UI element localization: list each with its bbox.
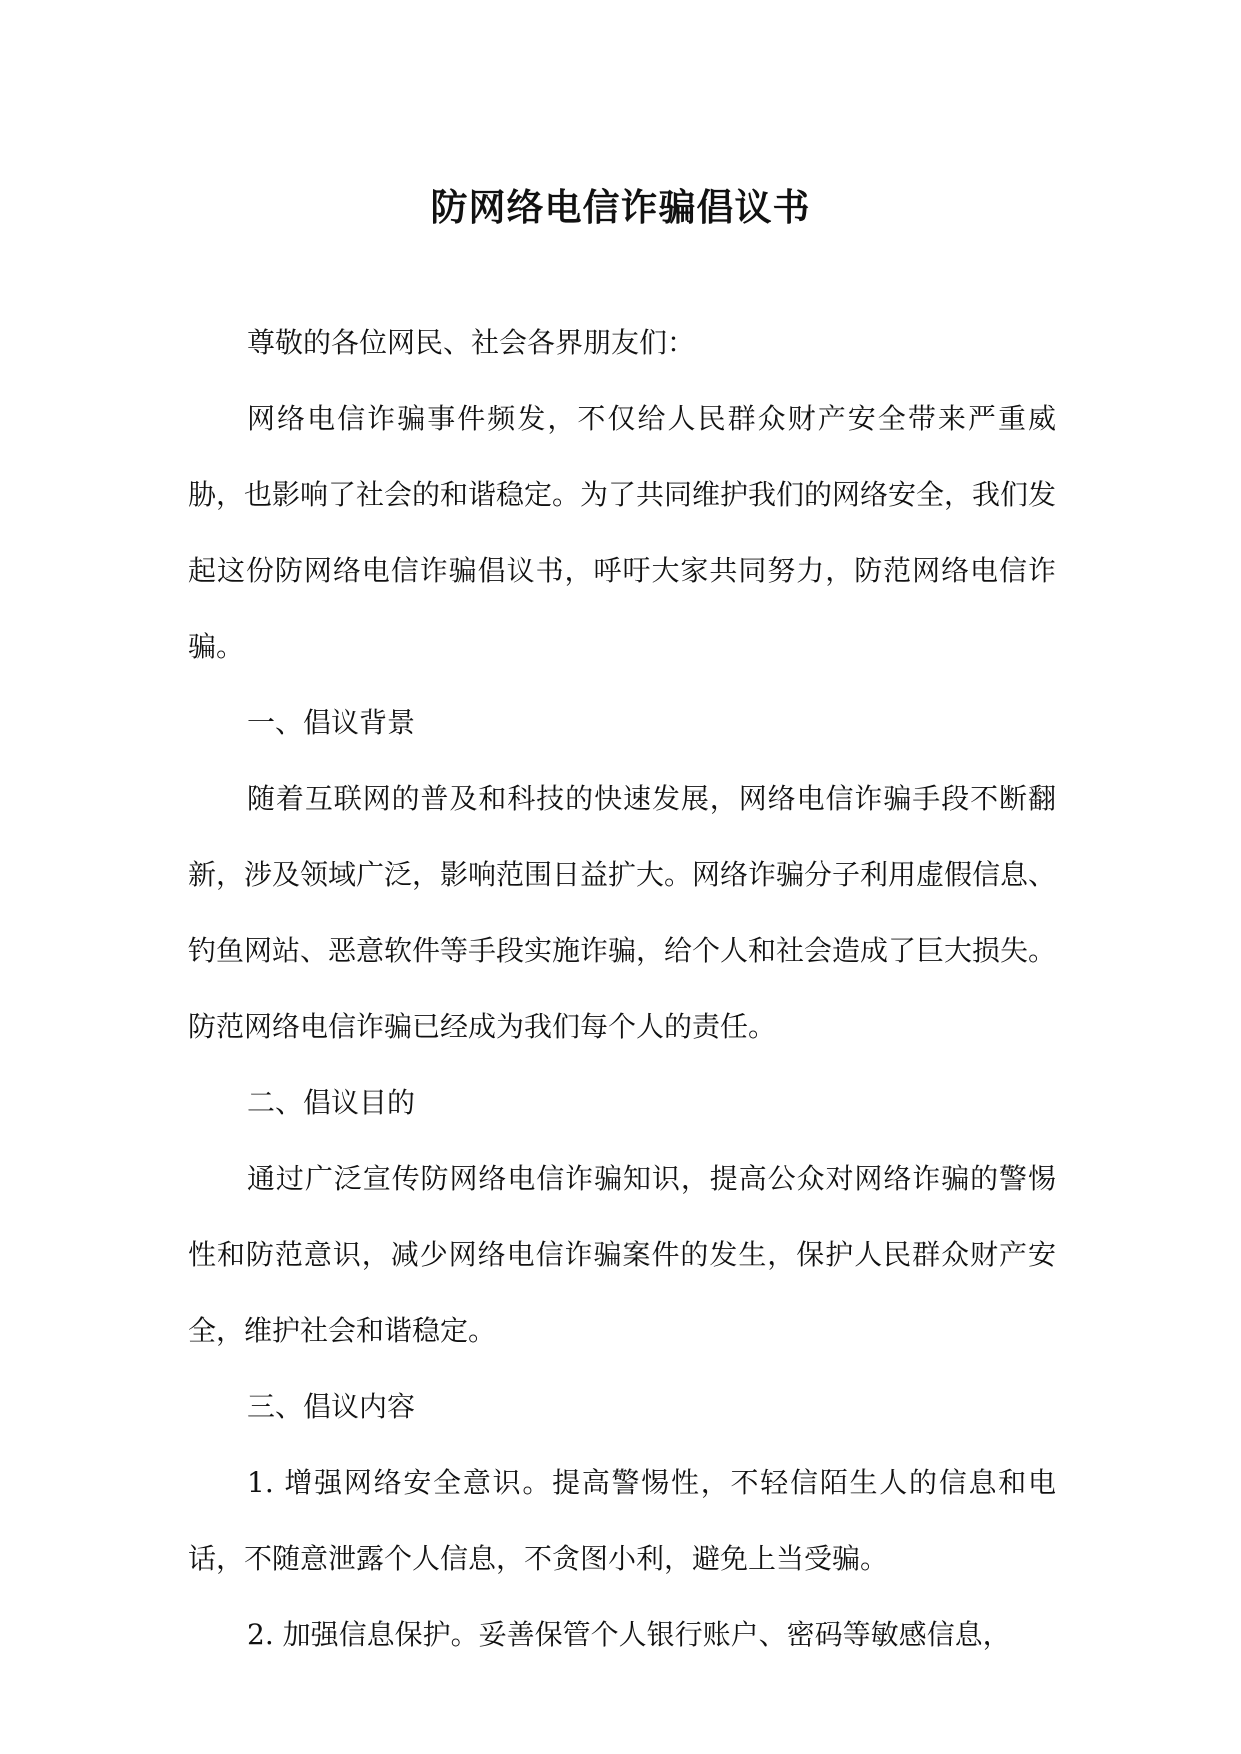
document-body bbox=[188, 305, 1056, 1673]
section-heading-content: 三、倡议内容 bbox=[247, 1390, 416, 1423]
section-heading-purpose: 二、倡议目的 bbox=[247, 1086, 416, 1119]
salutation-paragraph: 尊敬的各位网民、社会各界朋友们： bbox=[247, 326, 696, 359]
content-item-2: 2. 加强信息保护。妥善保管个人银行账户、密码等敏感信息， bbox=[247, 1618, 1011, 1651]
document-title: 防网络电信诈骗倡议书 bbox=[430, 186, 811, 229]
purpose-paragraph: 通过广泛宣传防网络电信诈骗知识，提高公众对网络诈骗的警惕性和防范意识，减少网络电信诈骗案件的发生，保护人民群众财产安全，维护社会和谐稳定。 bbox=[188, 1162, 1056, 1347]
section-heading-background: 一、倡议背景 bbox=[247, 706, 416, 739]
content-item-1: 1. 增强网络安全意识。提高警惕性，不轻信陌生人的信息和电话，不随意泄露个人信息，不贪图小利，避免上当受骗。 bbox=[188, 1466, 1056, 1575]
intro-paragraph: 网络电信诈骗事件频发，不仅给人民群众财产安全带来严重威胁，也影响了社会的和谐稳定。为了共同维护我们的网络安全，我们发起这份防网络电信诈骗倡议书，呼吁大家共同努力，防范网络电信诈骗。 bbox=[188, 402, 1057, 663]
background-paragraph: 随着互联网的普及和科技的快速发展，网络电信诈骗手段不断翻新，涉及领域广泛，影响范围日益扩大。网络诈骗分子利用虚假信息、钓鱼网站、恶意软件等手段实施诈骗，给个人和社会造成了巨大损失。防范网络电信诈骗已经成为我们每个人的责任。 bbox=[188, 782, 1057, 1043]
